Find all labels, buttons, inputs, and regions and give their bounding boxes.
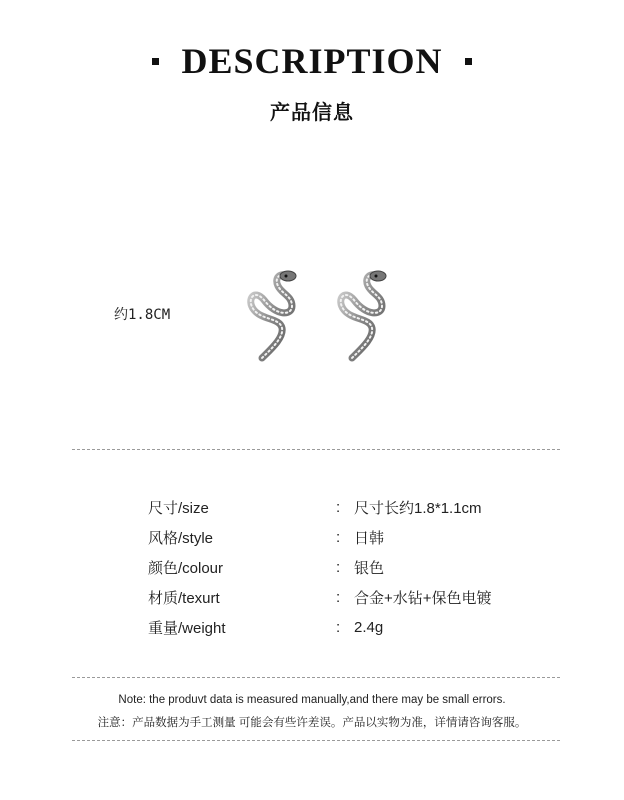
spec-value: 日韩 [354, 529, 385, 547]
spec-row-material [148, 582, 568, 612]
spec-key: 颜色/colour [148, 559, 224, 577]
divider-top [72, 449, 560, 450]
spec-colon: : [336, 498, 341, 516]
spec-key: 重量/weight [148, 619, 226, 637]
left-earring [251, 271, 296, 358]
size-label: 约1.8CM [114, 307, 171, 323]
title-row [0, 40, 624, 82]
spec-key: 风格/style [148, 529, 214, 547]
page-subtitle: 产品信息 [270, 102, 354, 124]
spec-value: 尺寸长约1.8*1.1cm [354, 499, 482, 517]
spec-table [148, 492, 568, 642]
spec-row-colour [148, 552, 568, 582]
divider-bottom [72, 740, 560, 741]
note-chinese: 注意：产品数据为手工测量 可能会有些许差误。产品以实物为准，详情请咨询客服。 [97, 717, 527, 729]
right-earring [341, 271, 386, 358]
spec-row-style [148, 522, 568, 552]
snake-earrings-image [236, 266, 406, 366]
bullet-left-icon [152, 58, 159, 65]
spec-colon: : [336, 588, 341, 606]
spec-value: 银色 [354, 559, 385, 577]
spec-row-size [148, 492, 568, 522]
spec-value: 合金+水钻+保色电镀 [354, 589, 492, 607]
spec-colon: : [336, 618, 341, 636]
spec-key: 尺寸/size [148, 499, 209, 517]
bullet-right-icon [465, 58, 472, 65]
page-title: DESCRIPTION [181, 41, 443, 81]
spec-row-weight [148, 612, 568, 642]
spec-colon: : [336, 528, 341, 546]
note-english: Note: the produvt data is measured manually,and there may be small errors. [118, 694, 506, 706]
spec-colon: : [336, 558, 341, 576]
divider-middle [72, 677, 560, 678]
header [0, 40, 624, 125]
spec-key: 材质/texurt [148, 589, 220, 607]
spec-value: 2.4g [354, 618, 384, 636]
